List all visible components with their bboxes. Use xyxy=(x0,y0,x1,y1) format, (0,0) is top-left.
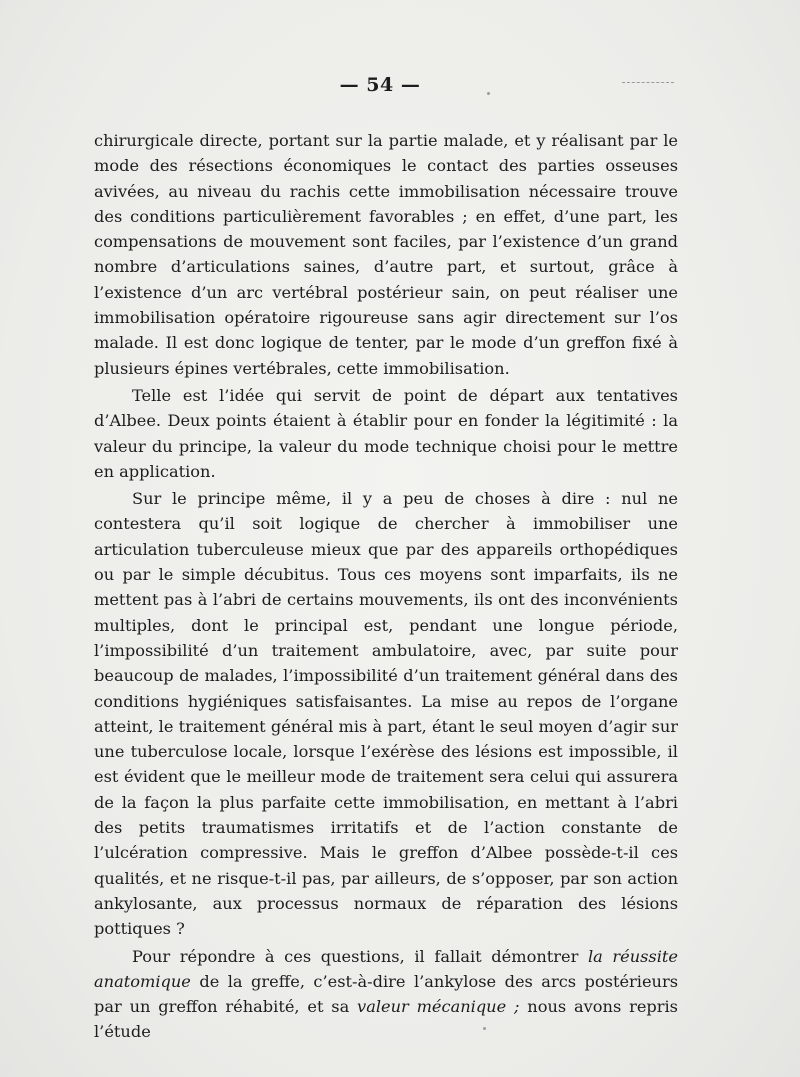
paragraph-4-text-middle: de la greffe, c’est-à-dire l’ankylose des arcs postérieurs par un greffon réhabité, et sa xyxy=(94,971,678,1017)
paper-speck xyxy=(487,92,490,95)
italic-phrase-anatomique: la réussite anatomique xyxy=(94,946,679,991)
paper-speck xyxy=(483,1027,486,1030)
paragraph-1: chirurgicale directe, portant sur la partie malade, et y réalisant par le mode des résections économiques le contact des parties osseuses avivées, au niveau du rachis cette immobilisation nécessaire trouve des conditions particulièrement favorables ; en effet, d’une part, les compensations de mouvement sont faciles, par l’existence d’un grand nombre d’articulations saines, d’autre part, et surtout, grâce à l’existence d’un arc vertébral postérieur sain, on peut réaliser une immobilisation opératoire rigoureuse sans agir directement sur l’os malade. Il est donc logique de tenter, par le mode d’un greffon fixé à plusieurs épines vertébrales, cette immobilisation. xyxy=(94,131,678,378)
italic-phrase-mecanique: valeur mécanique ; xyxy=(357,997,520,1017)
paragraph-4-text-after: nous avons repris l’étude xyxy=(94,997,678,1042)
paragraph-3: Sur le principe même, il y a peu de choses à dire : nul ne contestera qu’il soit logique de chercher à immobiliser une articulation tuberculeuse mieux que par des appareils orthopédiques ou par le simple décubitus. Tous ces moyens sont imparfaits, ils ne mettent pas à l’abri de certains mouvements, ils ont des inconvénients multiples, dont le principal est, pendant une longue période, l’impossibilité d’un traitement ambulatoire, avec, par suite pour beaucoup de malades, l’impossibilité d’un traitement général dans des conditions hygiéniques satisfaisantes. La mise au repos de l’organe atteint, le traitement général mis à part, étant le seul moyen d’agir sur une tuberculose locale, lorsque l’exérèse des lésions est impossible, il est évident que le meilleur mode de traitement sera celui qui assurera de la façon la plus parfaite cette immobilisation, en mettant à l’abri des petits traumatismes irritatifs et de l’action constante de l’ulcération compressive. Mais le greffon d’Albee possède-t-il ces qualités, et ne risque-t-il pas, par ailleurs, de s’opposer, par son action ankylosante, aux processus normaux de réparation des lésions pottiques ? xyxy=(94,489,678,939)
print-dash-mark xyxy=(622,82,674,83)
body-text xyxy=(94,128,678,1045)
paragraph-4 xyxy=(94,944,678,1045)
paragraph-2: Telle est l’idée qui servit de point de départ aux tentatives d’Albee. Deux points étaient à établir pour en fonder la légitimité : la valeur du principe, la valeur du mode technique choisi pour le mettre en application. xyxy=(94,385,678,481)
paragraph-4-text-before: Pour répondre à ces questions, il fallait démontrer xyxy=(132,946,588,966)
page-number: — 54 — xyxy=(339,74,421,96)
